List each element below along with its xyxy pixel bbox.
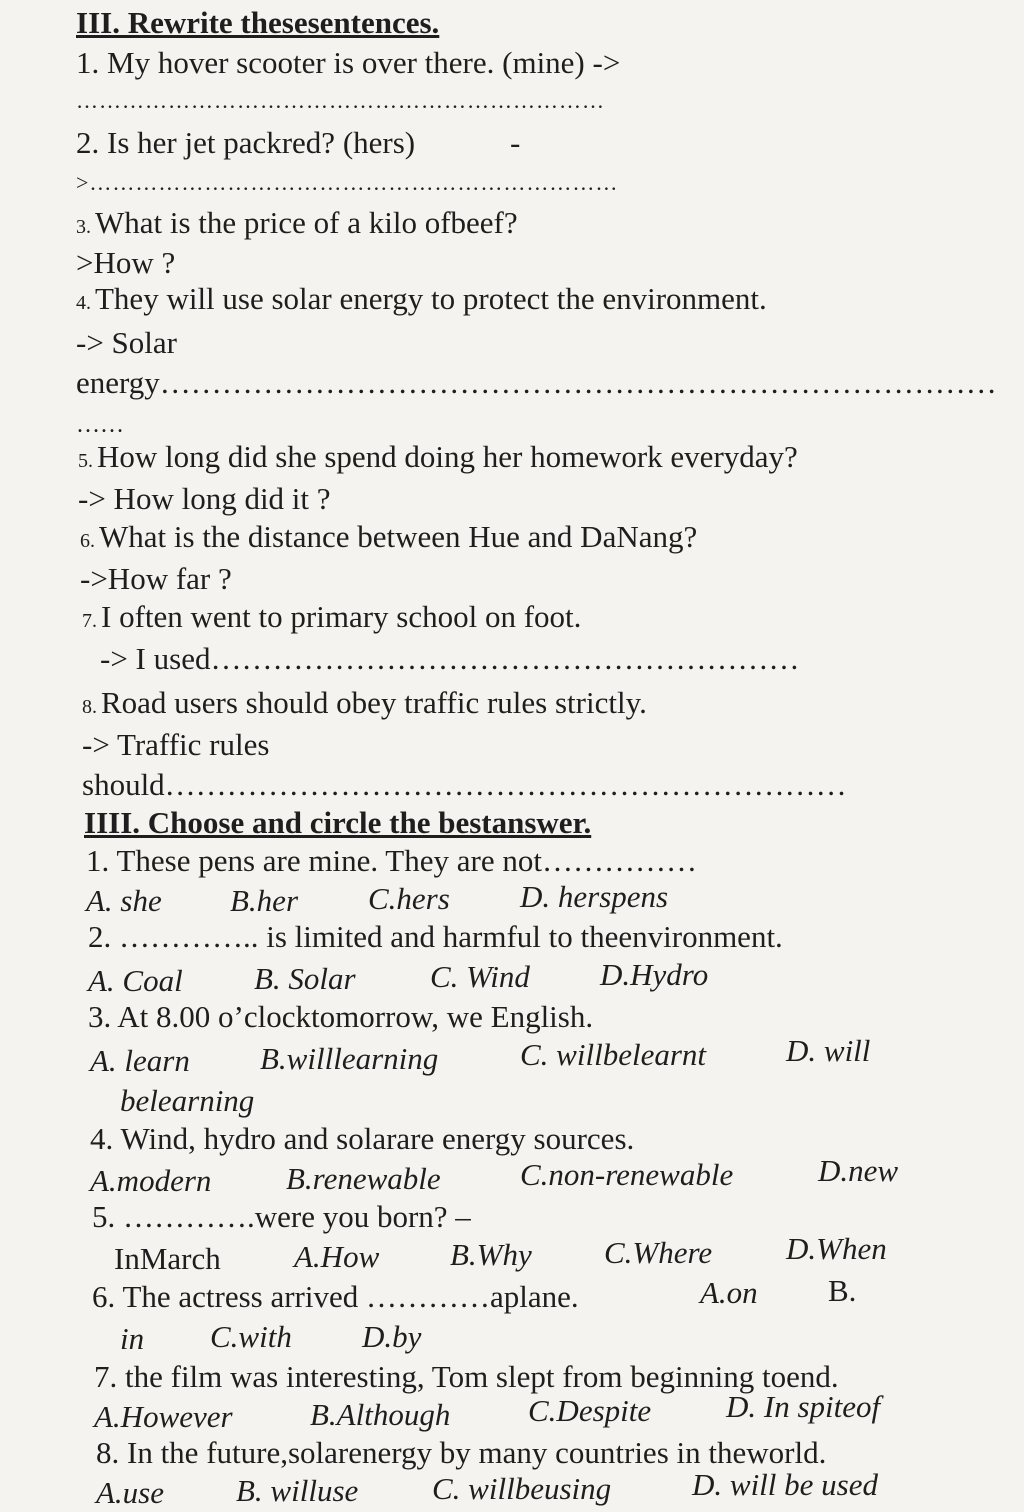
mc-q5-option-d[interactable]: D.When <box>786 1231 887 1266</box>
mc-q1-option-b[interactable]: B.her <box>230 883 299 918</box>
mc-q3-option-d[interactable]: D. will <box>786 1033 871 1068</box>
s3-q8 <box>82 684 647 726</box>
mc-q5-option-b[interactable]: B.Why <box>450 1237 532 1272</box>
s3-q6 <box>80 518 697 560</box>
mc-q7-option-c[interactable]: C.Despite <box>528 1393 652 1428</box>
section-4-heading: IIII. Choose and circle the bestanswer. <box>84 805 592 840</box>
s3-q3-number: 3. <box>76 216 91 238</box>
s3-q8-number: 8. <box>82 696 97 718</box>
s3-q3-text: What is the price of a kilo ofbeef? <box>95 205 518 240</box>
s3-q5 <box>78 438 798 480</box>
mc-q5-option-a[interactable]: A.How <box>294 1239 380 1274</box>
mc-q7-option-a[interactable]: A.However <box>94 1399 233 1434</box>
mc-q4-option-b[interactable]: B.renewable <box>286 1161 441 1196</box>
s3-q3 <box>76 204 518 246</box>
s3-q8-answer-start: -> Traffic rules <box>82 727 270 762</box>
s3-q7-answer: -> I used………………………………………………… <box>100 641 800 676</box>
mc-q2: 2. ………….. is limited and harmful to theenvironment. <box>88 919 783 954</box>
mc-q8-option-d[interactable]: D. will be used <box>692 1467 878 1502</box>
mc-q4: 4. Wind, hydro and solarare energy sources. <box>90 1121 635 1156</box>
mc-q6-option-a[interactable]: A.on <box>700 1275 758 1310</box>
mc-q1-option-a[interactable]: A. she <box>86 883 162 918</box>
mc-q3: 3. At 8.00 o’clocktomorrow, we English. <box>88 999 594 1034</box>
s3-q2: 2. Is her jet packred? (hers) <box>76 125 416 160</box>
mc-q7-option-b[interactable]: B.Although <box>310 1397 451 1432</box>
mc-q3-option-b[interactable]: B.willlearning <box>260 1041 439 1076</box>
mc-q1-option-c[interactable]: C.hers <box>368 881 450 916</box>
mc-q6: 6. The actress arrived …………aplane. <box>92 1279 579 1314</box>
mc-q3-option-d-cont: belearning <box>120 1083 255 1118</box>
s3-q2-answer-line: >…………………………………………………………… <box>76 170 619 195</box>
s3-q5-text: How long did she spend doing her homework everyday? <box>97 439 798 474</box>
s3-q4-text: They will use solar energy to protect the environment. <box>95 281 767 316</box>
mc-q2-option-a[interactable]: A. Coal <box>88 963 183 998</box>
s3-q4-answer-line: energy……………………………………………………………………… <box>76 365 997 400</box>
s3-q7-number: 7. <box>82 610 97 632</box>
mc-q3-option-a[interactable]: A. learn <box>90 1043 190 1078</box>
s3-q4-answer-start: -> Solar <box>76 325 177 360</box>
s3-q2-dash: - <box>510 125 521 160</box>
s3-q8-text: Road users should obey traffic rules strictly. <box>101 685 647 720</box>
s3-q4 <box>76 280 767 322</box>
mc-q6-option-c[interactable]: C.with <box>210 1319 292 1354</box>
mc-q8-option-b[interactable]: B. willuse <box>236 1473 359 1508</box>
s3-q3-answer: >How ? <box>76 245 176 280</box>
mc-q1: 1. These pens are mine. They are not…………… <box>86 843 697 878</box>
mc-q2-option-b[interactable]: B. Solar <box>254 961 356 996</box>
mc-q2-option-c[interactable]: C. Wind <box>430 959 530 994</box>
mc-q5-option-c[interactable]: C.Where <box>604 1235 713 1270</box>
mc-q6-option-d[interactable]: D.by <box>362 1319 422 1354</box>
s3-q1-answer-line: …………………………………………………………… <box>76 88 605 113</box>
s3-q6-answer: ->How far ? <box>80 561 232 596</box>
s3-q6-text: What is the distance between Hue and DaNang? <box>99 519 698 554</box>
s3-q4-number: 4. <box>76 292 91 314</box>
mc-q3-option-c[interactable]: C. willbelearnt <box>520 1037 706 1072</box>
mc-q4-option-d[interactable]: D.new <box>818 1153 899 1188</box>
s3-q5-answer: -> How long did it ? <box>78 481 331 516</box>
mc-q6-option-b-cont[interactable]: in <box>120 1321 145 1356</box>
mc-q1-option-d[interactable]: D. herspens <box>520 879 669 914</box>
mc-q7: 7. the film was interesting, Tom slept from beginning toend. <box>94 1359 839 1394</box>
s3-q6-number: 6. <box>80 530 95 552</box>
mc-q5-lead: InMarch <box>114 1241 221 1276</box>
mc-q7-option-d[interactable]: D. In spiteof <box>726 1389 881 1424</box>
s3-q7 <box>82 598 581 640</box>
s3-q8-answer-line: should………………………………………………………… <box>82 767 847 802</box>
mc-q4-option-c[interactable]: C.non-renewable <box>520 1157 734 1192</box>
s3-q4-answer-cont: …… <box>76 412 124 438</box>
mc-q6-option-b-label[interactable]: B. <box>828 1273 857 1308</box>
mc-q8-option-c[interactable]: C. willbeusing <box>432 1471 612 1506</box>
mc-q8: 8. In the future,solarenergy by many countries in theworld. <box>96 1435 827 1470</box>
mc-q2-option-d[interactable]: D.Hydro <box>600 957 709 992</box>
s3-q5-number: 5. <box>78 450 93 472</box>
section-3-heading: III. Rewrite thesesentences. <box>76 5 440 40</box>
mc-q8-option-a[interactable]: A.use <box>96 1475 165 1510</box>
s3-q1: 1. My hover scooter is over there. (mine) -> <box>76 45 621 80</box>
mc-q5: 5. ………….were you born? – <box>92 1199 471 1234</box>
s3-q7-text: I often went to primary school on foot. <box>101 599 582 634</box>
mc-q4-option-a[interactable]: A.modern <box>90 1163 212 1198</box>
